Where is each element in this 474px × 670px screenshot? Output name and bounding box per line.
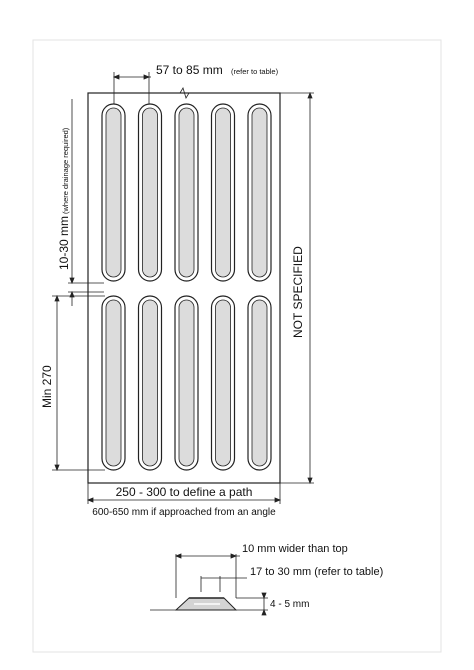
bar-top (216, 300, 231, 466)
bar-spacing-label: 57 to 85 mm (156, 63, 223, 77)
bar-top (106, 108, 121, 277)
top-width-label: 17 to 30 mm (refer to table) (250, 566, 384, 578)
min-length-dimension (52, 296, 105, 470)
bar-top (179, 108, 194, 277)
bar-top (216, 108, 231, 277)
bar-top (143, 108, 158, 277)
width-label: 250 - 300 to define a path (115, 485, 253, 499)
base-width-label: 10 mm wider than top (242, 543, 348, 555)
bar-top (143, 300, 158, 466)
bar-spacing-note: (refer to table) (231, 67, 279, 76)
width-angle-label: 600-650 mm if approached from an angle (92, 507, 276, 518)
bar-top (252, 108, 267, 277)
plan-view (40, 63, 314, 518)
drainage-gap-note: (where drainage required) (61, 127, 70, 214)
drainage-gap-dimension (68, 99, 104, 306)
not-specified-label: NOT SPECIFIED (291, 246, 305, 338)
drainage-gap-label: 10-30 mm (57, 215, 71, 270)
height-label: 4 - 5 mm (270, 599, 310, 610)
min-length-label: Min 270 (40, 365, 54, 408)
bar-top (179, 300, 194, 466)
section-view (150, 543, 383, 615)
page-frame (33, 40, 441, 652)
bar-top (106, 300, 121, 466)
bar-top (252, 300, 267, 466)
bar-group (102, 104, 271, 470)
